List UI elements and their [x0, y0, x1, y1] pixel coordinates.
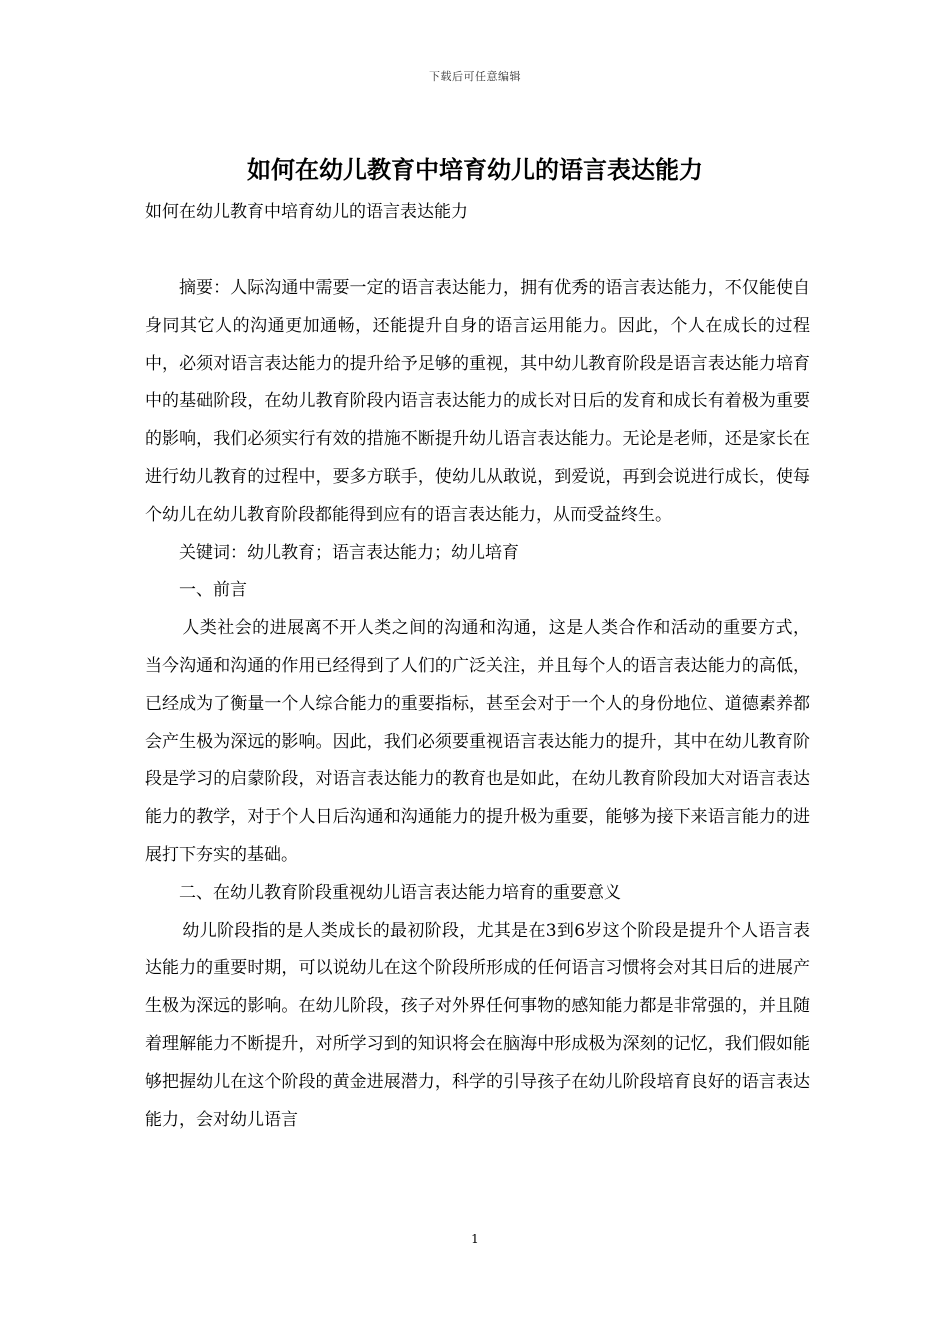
abstract-paragraph: 摘要：人际沟通中需要一定的语言表达能力，拥有优秀的语言表达能力，不仅能使自身同其它人的沟通更加通畅，还能提升自身的语言运用能力。因此，个人在成长的过程中，必须对语言表达能力的提升给予足够的重视，其中幼儿教育阶段是语言表达能力培育中的基础阶段，在幼儿教育阶段内语言表达能力的成长对日后的发育和成长有着极为重要的影响，我们必须实行有效的措施不断提升幼儿语言表达能力。无论是老师，还是家长在进行幼儿教育的过程中，要多方联手，使幼儿从敢说，到爱说，再到会说进行成长，使每个幼儿在幼儿教育阶段都能得到应有的语言表达能力，从而受益终生。 — [145, 278, 810, 525]
page-number: 1 — [471, 1232, 479, 1246]
document-title: 如何在幼儿教育中培育幼儿的语言表达能力 — [247, 155, 703, 184]
document-body — [145, 270, 810, 1139]
section-2-heading: 二、在幼儿教育阶段重视幼儿语言表达能力培育的重要意义 — [179, 882, 621, 903]
header-note: 下载后可任意编辑 — [429, 70, 521, 83]
keywords-line: 关键词：幼儿教育；语言表达能力；幼儿培育 — [179, 542, 519, 563]
section-2-paragraph: 幼儿阶段指的是人类成长的最初阶段，尤其是在3到6岁这个阶段是提升个人语言表达能力的重要时期，可以说幼儿在这个阶段所形成的任何语言习惯将会对其日后的进展产生极为深远的影响。在幼儿阶段，孩子对外界任何事物的感知能力都是非常强的，并且随着理解能力不断提升，对所学习到的知识将会在脑海中形成极为深刻的记忆，我们假如能够把握幼儿在这个阶段的黄金进展潜力，科学的引导孩子在幼儿阶段培育良好的语言表达能力，会对幼儿语言 — [145, 920, 810, 1130]
document-subtitle: 如何在幼儿教育中培育幼儿的语言表达能力 — [145, 202, 468, 222]
section-1-heading: 一、前言 — [179, 580, 247, 601]
section-1-paragraph: 人类社会的进展离不开人类之间的沟通和沟通，这是人类合作和活动的重要方式，当今沟通和沟通的作用已经得到了人们的广泛关注，并且每个人的语言表达能力的高低，已经成为了衡量一个人综合能力的重要指标，甚至会对于一个人的身份地位、道德素养都会产生极为深远的影响。因此，我们必须要重视语言表达能力的提升，其中在幼儿教育阶段是学习的启蒙阶段，对语言表达能力的教育也是如此，在幼儿教育阶段加大对语言表达能力的教学，对于个人日后沟通和沟通能力的提升极为重要，能够为接下来语言能力的进展打下夯实的基础。 — [145, 618, 810, 865]
